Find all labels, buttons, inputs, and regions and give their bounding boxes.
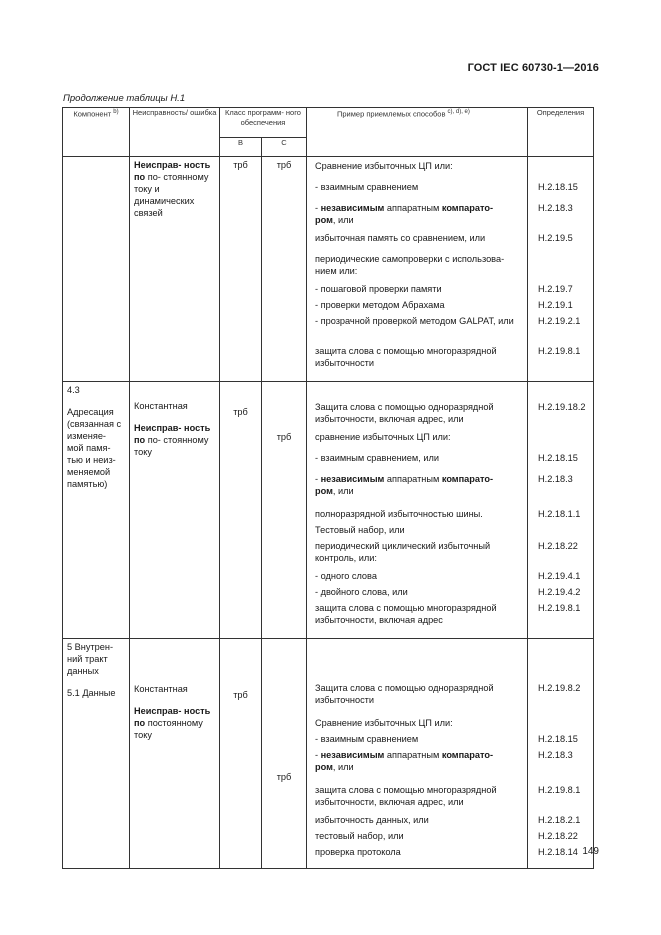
- fault-cell: Константная Неисправ- ность по по- стоянному току: [130, 382, 220, 639]
- table-h1: [62, 107, 594, 869]
- table-row: [63, 382, 594, 639]
- definition-cell: H.2.19.8.2 H.2.18.15 H.2.18.3 H.2.19.8.1 H.2.18.2.1 H.2.18.22 H.2.18.14: [528, 639, 594, 869]
- component-cell: 4.3 Адресация (связанная с изменяе- мой памя- тью и неиз- меняемой памятью): [63, 382, 130, 639]
- class-b-cell: трб: [220, 382, 262, 639]
- table-row: [63, 157, 594, 382]
- header-class-c: С: [262, 138, 307, 157]
- header-component: Компонент $^{b)}$: [63, 108, 130, 157]
- example-cell: Защита слова с помощью одноразрядной избыточности, включая адрес, или сравнение избыточных ЦП или: - взаимным сравнением, или - независимым аппаратным компарато- ром, или полноразрядной избыточностью шины. Тестовый набор, или периодический циклический избыточный контроль, или: - одного слова - двойного слова, или защита слова с помощью многоразрядной избыточности, включая адрес: [307, 382, 528, 639]
- header-software-class: Класс программ- ного обеспечения: [220, 108, 307, 138]
- table-caption: Продолжение таблицы H.1: [63, 93, 186, 104]
- component-cell: 5 Внутрен- ний тракт данных 5.1 Данные: [63, 639, 130, 869]
- page-number: 149: [582, 846, 599, 857]
- class-c-cell: трб: [262, 157, 307, 382]
- class-b-cell: трб: [220, 157, 262, 382]
- header-definitions: Определения: [528, 108, 594, 157]
- class-c-cell: трб: [262, 382, 307, 639]
- standard-designation: ГОСТ IEC 60730-1—2016: [467, 62, 599, 74]
- definition-cell: H.2.19.18.2 H.2.18.15 H.2.18.3 H.2.18.1.1 H.2.18.22 H.2.19.4.1 H.2.19.4.2 H.2.19.8.1: [528, 382, 594, 639]
- example-cell: Защита слова с помощью одноразрядной избыточности Сравнение избыточных ЦП или: - взаимным сравнением - независимым аппаратным компарато- ром, или защита слова с помощью многоразрядной избыточности, включая адрес, или избыточность данных, или тестовый набор, или проверка протокола: [307, 639, 528, 869]
- class-b-cell: трб: [220, 639, 262, 869]
- example-cell: Сравнение избыточных ЦП или: - взаимным сравнением - независимым аппаратным компарато- ром, или избыточная память со сравнением, или периодические самопроверки с использова- нием или: - пошаговой проверки памяти - проверки методом Абрахама - прозрачной проверкой методом GALPAT, или защита слова с помощью многоразрядной избыточности: [307, 157, 528, 382]
- fault-cell: Неисправ- ность по по- стоянному току и динамических связей: [130, 157, 220, 382]
- fault-cell: Константная Неисправ- ность по постоянному току: [130, 639, 220, 869]
- table-row: [63, 639, 594, 869]
- header-class-b: В: [220, 138, 262, 157]
- definition-cell: H.2.18.15 H.2.18.3 H.2.19.5 H.2.19.7 H.2.19.1 H.2.19.2.1 H.2.19.8.1: [528, 157, 594, 382]
- component-cell: [63, 157, 130, 382]
- class-c-cell: трб: [262, 639, 307, 869]
- header-fault: Неисправность/ ошибка: [130, 108, 220, 157]
- header-example: Пример приемлемых способов $^{c), d), e)}$: [307, 108, 528, 157]
